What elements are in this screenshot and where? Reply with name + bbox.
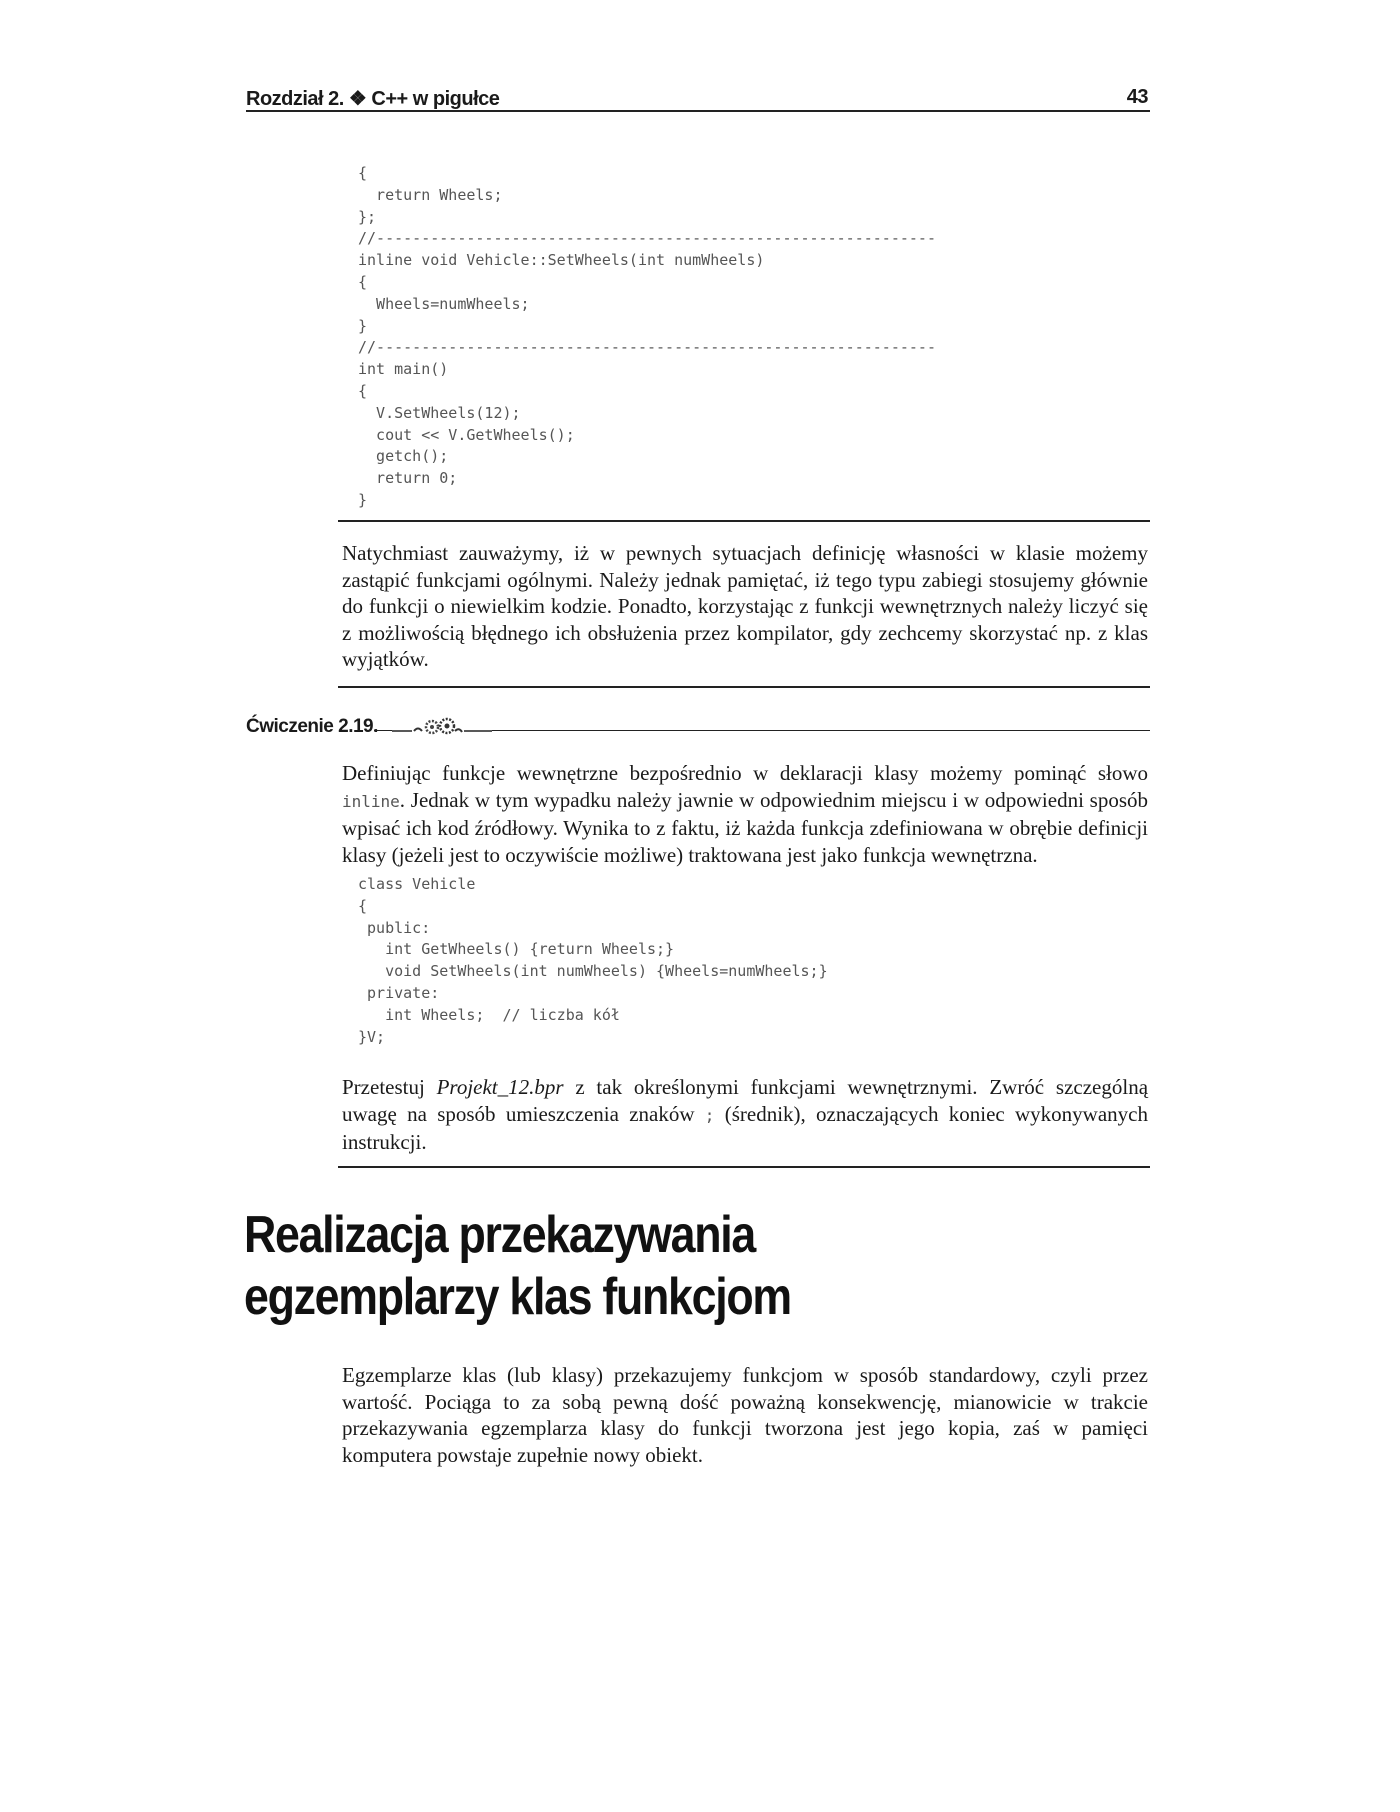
paragraph-text: z tak określonymi funkcjami wewnętrznymi. Zwróć szczególną uwagę na sposób umieszczenia znaków — [342, 1075, 1149, 1126]
paragraph-inline-keyword — [342, 760, 1148, 868]
semicolon-char: ; — [704, 1105, 715, 1125]
paragraph-text: (średnik), oznaczających koniec wykonywanych instrukcji. — [342, 1101, 1148, 1154]
paragraph-test-project — [342, 1074, 1148, 1156]
paragraph-inline-functions: Natychmiast zauważymy, iż w pewnych sytuacjach definicję własności w klasie możemy zastąpić funkcjami ogólnymi. Należy jednak pamiętać, iż tego typu zabiegi stosujemy głównie do funkcji o niewielkim kodzie. Ponadto, korzystając z funkcji wewnętrznych należy liczyć się z możliwością błędnego ich obsłużenia przez kompilator, gdy zechcemy skorzystać np. z klas wyjątków. — [342, 541, 1148, 671]
section-title-line-2: egzemplarzy klas funkcjom — [244, 1268, 791, 1326]
page-number: 43 — [1126, 86, 1148, 108]
code-block-vehicle-methods: { return Wheels; }; //-------------------------------------------------------------- inline void Vehicle::SetWheels(int numWheels) { Wheels=numWheels; } //-------------------------------------------------------------- int main() { V.SetWheels(12); cout << V.GetWheels(); getch(); return 0; } — [358, 164, 936, 509]
exercise-heading — [246, 714, 1150, 742]
inline-keyword: inline — [342, 791, 400, 811]
running-header — [246, 84, 1150, 112]
section-title-line-1: Realizacja przekazywania — [244, 1206, 755, 1264]
gears-ornament-icon — [392, 714, 492, 740]
chapter-label: Rozdział 2. ❖ C++ w pigułce — [246, 88, 500, 110]
divider — [338, 686, 1150, 688]
paragraph-text: Przetestuj — [342, 1075, 437, 1099]
divider — [338, 1166, 1150, 1168]
section-title — [244, 1204, 1018, 1328]
paragraph-text: . Jednak w tym wypadku należy jawnie w odpowiednim miejscu i w odpowiedni sposób wpisać ich kod źródłowy. Wynika to z faktu, iż każda funkcja zdefiniowana w obrębie definicji klasy (jeżeli jest to oczywiście możliwe) traktowana jest jako funkcja wewnętrzna. — [342, 787, 1148, 867]
divider — [338, 520, 1150, 522]
code-block-vehicle-class: class Vehicle { public: int GetWheels() {return Wheels;} void SetWheels(int numWheels) {Wheels=numWheels;} private: int Wheels; // liczba kół }V; — [358, 875, 828, 1046]
exercise-label: Ćwiczenie 2.19. — [246, 716, 378, 737]
paragraph-passing-instances: Egzemplarze klas (lub klasy) przekazujemy funkcjom w sposób standardowy, czyli przez wartość. Pociąga to za sobą pewną dość poważną konsekwencję, mianowicie w trakcie przekazywania egzemplarza klasy do funkcji tworzona jest jego kopia, zaś w pamięci komputera powstaje zupełnie nowy obiekt. — [342, 1363, 1148, 1467]
paragraph-text: Definiując funkcje wewnętrzne bezpośrednio w deklaracji klasy możemy pominąć słowo — [342, 761, 1148, 785]
project-file-name: Projekt_12.bpr — [436, 1075, 564, 1099]
